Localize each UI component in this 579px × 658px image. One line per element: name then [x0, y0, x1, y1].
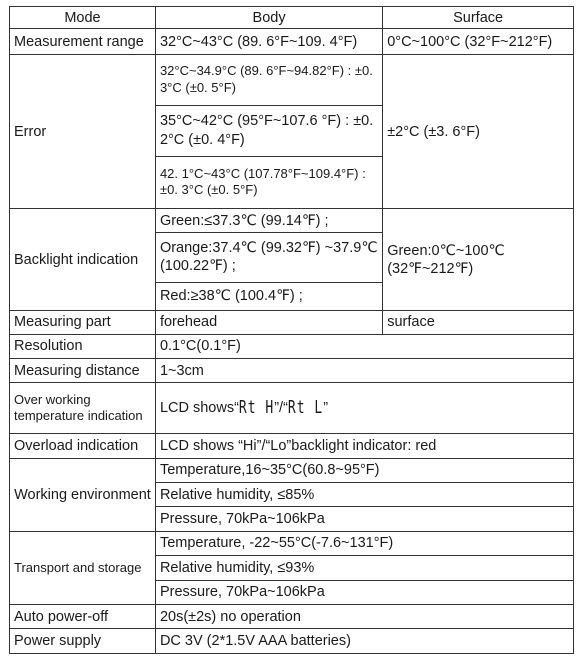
row-auto-power-off: [10, 605, 574, 629]
working-env-pressure: Pressure, 70kPa~106kPa: [155, 507, 573, 531]
error-body-2: 35°C~42°C (95°F~107.6 °F) : ±0. 2°C (±0. 4°F): [155, 105, 382, 156]
row-over-temperature: [10, 383, 574, 434]
over-temp-value: [155, 383, 573, 434]
header-surface: Surface: [383, 7, 574, 29]
resolution-value: 0.1°C(0.1°F): [155, 334, 573, 358]
transport-pressure: Pressure, 70kPa~106kPa: [155, 580, 573, 604]
over-temp-label: Over working temperature indication: [10, 383, 156, 434]
row-power-supply: [10, 629, 574, 654]
error-label: Error: [10, 54, 156, 209]
row-working-env-1: [10, 458, 574, 482]
row-error-1: [10, 54, 574, 105]
overload-label: Overload indication: [10, 434, 156, 458]
working-env-temperature: Temperature,16~35°C(60.8~95°F): [155, 458, 573, 482]
measurement-range-surface: 0°C~100°C (32°F~212°F): [383, 29, 574, 54]
row-measuring-distance: [10, 358, 574, 382]
measurement-range-label: Measurement range: [10, 29, 156, 54]
measuring-part-body: forehead: [155, 311, 382, 334]
transport-label: Transport and storage: [10, 531, 156, 604]
row-backlight-1: [10, 209, 574, 232]
error-body-1: 32°C~34.9°C (89. 6°F~94.82°F) : ±0. 3°C (±0. 5°F): [155, 54, 382, 105]
auto-power-off-value: 20s(±2s) no operation: [155, 605, 573, 629]
over-temp-prefix: LCD shows“: [159, 400, 239, 417]
row-measurement-range: [10, 29, 574, 54]
measuring-distance-value: 1~3cm: [155, 358, 573, 382]
measuring-part-surface: surface: [383, 311, 574, 334]
lcd-glyph-at-lo: Rt L: [287, 398, 324, 419]
measuring-part-label: Measuring part: [10, 311, 156, 334]
row-measuring-part: [10, 311, 574, 334]
overload-value: LCD shows “Hi”/“Lo”backlight indicator: red: [155, 434, 573, 458]
over-temp-suffix: ”: [323, 400, 329, 417]
power-supply-label: Power supply: [10, 629, 156, 654]
working-env-label: Working environment: [10, 458, 156, 531]
row-transport-1: [10, 531, 574, 555]
backlight-body-orange: Orange:37.4℃ (99.32℉) ~37.9℃ (100.22℉) ;: [155, 232, 382, 282]
specification-table: [9, 6, 574, 654]
error-surface: ±2°C (±3. 6°F): [383, 54, 574, 209]
row-overload: [10, 434, 574, 458]
auto-power-off-label: Auto power-off: [10, 605, 156, 629]
error-body-3: 42. 1°C~43°C (107.78°F~109.4°F) : ±0. 3°C (±0. 5°F): [155, 156, 382, 209]
header-mode: Mode: [10, 7, 156, 29]
over-temp-separator: ”/“: [274, 400, 288, 417]
backlight-surface: Green:0℃~100℃ (32℉~212℉): [383, 209, 574, 311]
backlight-label: Backlight indication: [10, 209, 156, 311]
measurement-range-body: 32°C~43°C (89. 6°F~109. 4°F): [155, 29, 382, 54]
working-env-humidity: Relative humidity, ≤85%: [155, 482, 573, 506]
transport-temperature: Temperature, -22~55°C(-7.6~131°F): [155, 531, 573, 555]
transport-humidity: Relative humidity, ≤93%: [155, 556, 573, 580]
measuring-distance-label: Measuring distance: [10, 358, 156, 382]
lcd-glyph-at-hi: Rt H: [238, 398, 275, 419]
power-supply-value: DC 3V (2*1.5V AAA batteries): [155, 629, 573, 654]
backlight-body-green: Green:≤37.3℃ (99.14℉) ;: [155, 209, 382, 232]
backlight-body-red: Red:≥38℃ (100.4℉) ;: [155, 282, 382, 310]
header-row: [10, 7, 574, 29]
header-body: Body: [155, 7, 382, 29]
resolution-label: Resolution: [10, 334, 156, 358]
row-resolution: [10, 334, 574, 358]
